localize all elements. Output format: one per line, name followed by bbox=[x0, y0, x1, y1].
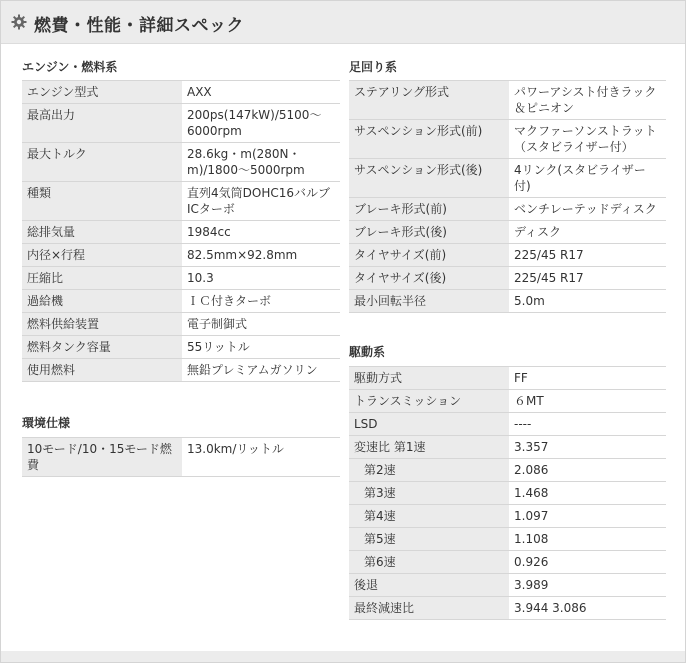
engine-spec-table bbox=[22, 80, 340, 382]
spec-value: 2.086 bbox=[509, 459, 666, 482]
spec-row bbox=[349, 367, 666, 390]
spec-value: 225/45 R17 bbox=[509, 267, 666, 290]
spec-row bbox=[349, 505, 666, 528]
spec-value: 10.3 bbox=[182, 267, 340, 290]
spec-value: 5.0m bbox=[509, 290, 666, 313]
spec-value: ディスク bbox=[509, 221, 666, 244]
spec-label: 圧縮比 bbox=[22, 267, 182, 290]
section-title-suspension: 足回り系 bbox=[349, 60, 398, 74]
section-title-engine: エンジン・燃料系 bbox=[22, 60, 118, 74]
spec-value: ベンチレーテッドディスク bbox=[509, 198, 666, 221]
spec-row bbox=[349, 390, 666, 413]
spec-label: 最小回転半径 bbox=[349, 290, 509, 313]
spec-label: 最終減速比 bbox=[349, 597, 509, 620]
spec-row bbox=[349, 459, 666, 482]
spec-value: 13.0km/リットル bbox=[182, 438, 340, 477]
spec-value: 無鉛プレミアムガソリン bbox=[182, 359, 340, 382]
bottom-strip bbox=[1, 651, 685, 662]
spec-value: 4リンク(スタビライザー付) bbox=[509, 159, 666, 198]
spec-row bbox=[349, 597, 666, 620]
spec-value: 200ps(147kW)/5100～6000rpm bbox=[182, 104, 340, 143]
spec-label: 第2速 bbox=[349, 459, 509, 482]
spec-row bbox=[349, 244, 666, 267]
spec-row bbox=[22, 336, 340, 359]
panel-header bbox=[1, 1, 685, 44]
spec-label: 10モード/10・15モード燃費 bbox=[22, 438, 182, 477]
page-title: 燃費・性能・詳細スペック bbox=[34, 16, 244, 36]
spec-row bbox=[349, 81, 666, 120]
spec-value: 225/45 R17 bbox=[509, 244, 666, 267]
spec-row bbox=[22, 143, 340, 182]
section-title-drive: 駆動系 bbox=[349, 345, 386, 359]
spec-value: ６MT bbox=[509, 390, 666, 413]
spec-label: タイヤサイズ(後) bbox=[349, 267, 509, 290]
spec-label: ブレーキ形式(前) bbox=[349, 198, 509, 221]
spec-value: 55リットル bbox=[182, 336, 340, 359]
spec-row bbox=[22, 313, 340, 336]
spec-row bbox=[22, 182, 340, 221]
spec-value: 28.6kg・m(280N・m)/1800～5000rpm bbox=[182, 143, 340, 182]
spec-label: ブレーキ形式(後) bbox=[349, 221, 509, 244]
spec-value: AXX bbox=[182, 81, 340, 104]
spec-row bbox=[22, 267, 340, 290]
spec-label: 後退 bbox=[349, 574, 509, 597]
spec-label: 第6速 bbox=[349, 551, 509, 574]
spec-value: 3.944 3.086 bbox=[509, 597, 666, 620]
spec-label: 第3速 bbox=[349, 482, 509, 505]
spec-row bbox=[349, 120, 666, 159]
spec-row bbox=[349, 267, 666, 290]
spec-row bbox=[349, 528, 666, 551]
spec-label: タイヤサイズ(前) bbox=[349, 244, 509, 267]
spec-label: 総排気量 bbox=[22, 221, 182, 244]
spec-value: 1984cc bbox=[182, 221, 340, 244]
spec-row bbox=[22, 244, 340, 267]
spec-value: 1.097 bbox=[509, 505, 666, 528]
spec-row bbox=[22, 438, 340, 477]
spec-row bbox=[349, 413, 666, 436]
drive-spec-table bbox=[349, 366, 666, 620]
spec-value: FF bbox=[509, 367, 666, 390]
spec-label: サスペンション形式(前) bbox=[349, 120, 509, 159]
spec-row bbox=[349, 551, 666, 574]
spec-row bbox=[349, 198, 666, 221]
spec-label: 過給機 bbox=[22, 290, 182, 313]
spec-row bbox=[22, 290, 340, 313]
suspension-spec-table bbox=[349, 80, 666, 313]
spec-row bbox=[22, 221, 340, 244]
spec-label: 第4速 bbox=[349, 505, 509, 528]
spec-label: 燃料供給装置 bbox=[22, 313, 182, 336]
section-title-environment: 環境仕様 bbox=[22, 416, 71, 430]
spec-value: 直列4気筒DOHC16バルブICターボ bbox=[182, 182, 340, 221]
spec-row bbox=[349, 574, 666, 597]
spec-value: 1.108 bbox=[509, 528, 666, 551]
spec-label: 駆動方式 bbox=[349, 367, 509, 390]
spec-row bbox=[349, 159, 666, 198]
spec-label: ステアリング形式 bbox=[349, 81, 509, 120]
spec-row bbox=[349, 290, 666, 313]
spec-label: 使用燃料 bbox=[22, 359, 182, 382]
environment-spec-table bbox=[22, 437, 340, 477]
spec-row bbox=[349, 436, 666, 459]
spec-label: 内径×行程 bbox=[22, 244, 182, 267]
spec-value: ---- bbox=[509, 413, 666, 436]
spec-row bbox=[349, 482, 666, 505]
spec-label: 最大トルク bbox=[22, 143, 182, 182]
spec-label: 燃料タンク容量 bbox=[22, 336, 182, 359]
spec-value: 電子制御式 bbox=[182, 313, 340, 336]
spec-value: 3.989 bbox=[509, 574, 666, 597]
spec-value: ＩＣ付きターボ bbox=[182, 290, 340, 313]
spec-value: 3.357 bbox=[509, 436, 666, 459]
spec-label: 変速比 第1速 bbox=[349, 436, 509, 459]
spec-row bbox=[22, 104, 340, 143]
spec-label: 種類 bbox=[22, 182, 182, 221]
spec-value: 1.468 bbox=[509, 482, 666, 505]
spec-value: パワーアシスト付きラック＆ピニオン bbox=[509, 81, 666, 120]
spec-row bbox=[22, 359, 340, 382]
spec-label: 第5速 bbox=[349, 528, 509, 551]
spec-value: 0.926 bbox=[509, 551, 666, 574]
gear-icon bbox=[11, 14, 27, 30]
spec-value: マクファーソンストラット（スタビライザー付） bbox=[509, 120, 666, 159]
spec-label: LSD bbox=[349, 413, 509, 436]
spec-label: サスペンション形式(後) bbox=[349, 159, 509, 198]
spec-row bbox=[349, 221, 666, 244]
spec-value: 82.5mm×92.8mm bbox=[182, 244, 340, 267]
spec-label: 最高出力 bbox=[22, 104, 182, 143]
spec-label: エンジン型式 bbox=[22, 81, 182, 104]
spec-label: トランスミッション bbox=[349, 390, 509, 413]
spec-row bbox=[22, 81, 340, 104]
